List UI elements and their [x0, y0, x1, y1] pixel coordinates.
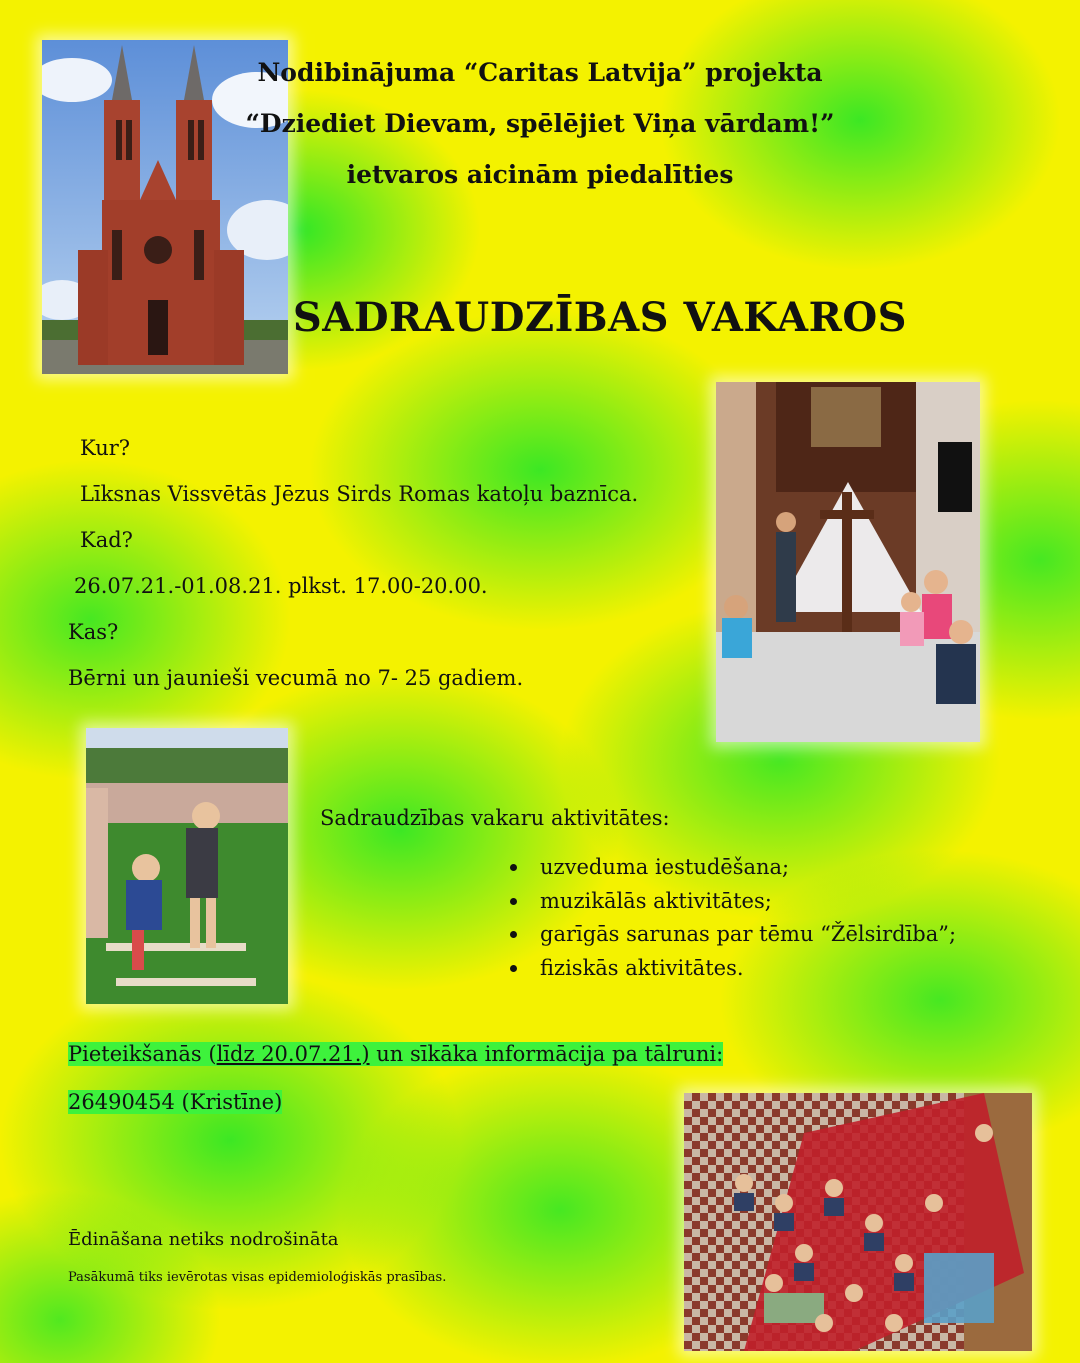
registration-prefix: Pieteikšanās (	[68, 1042, 217, 1066]
who-value: Bērni un jaunieši vecumā no 7- 25 gadiem.	[68, 666, 524, 690]
safety-note: Pasākumā tiks ievērotas visas epidemioloģiskās prasības.	[68, 1270, 447, 1285]
activity-text: uzveduma iestudēšana;	[540, 855, 790, 879]
registration-deadline: līdz 20.07.21.)	[216, 1042, 370, 1066]
church-interior-photo	[716, 382, 980, 742]
church-photo	[42, 40, 288, 374]
activity-text: muzikālās aktivitātes;	[540, 888, 772, 913]
where-value: Līksnas Vissvētās Jēzus Sirds Romas katoļu baznīca.	[80, 482, 639, 506]
registration-suffix: un sīkāka informācija pa tālruni:	[369, 1042, 724, 1066]
contact-phone	[68, 1090, 282, 1114]
kids-game-photo	[86, 728, 288, 1004]
bullet-icon	[510, 864, 517, 871]
activity-text: fiziskās aktivitātes.	[540, 955, 744, 980]
bullet-icon	[510, 965, 517, 972]
when-label: Kad?	[80, 528, 133, 552]
when-value: 26.07.21.-01.08.21. plkst. 17.00-20.00.	[74, 574, 488, 598]
group-photo	[684, 1093, 1032, 1351]
list-item	[510, 886, 956, 920]
where-label: Kur?	[80, 436, 131, 460]
list-item	[510, 919, 956, 953]
phone-text: 26490454 (Kristīne)	[68, 1090, 283, 1114]
activities-title: Sadraudzības vakaru aktivitātes:	[320, 806, 670, 830]
header-line-3: ietvaros aicinām piedalīties	[346, 160, 734, 189]
registration-line	[68, 1042, 723, 1066]
activity-text: garīgās sarunas par tēmu “Žēlsirdība”;	[540, 922, 957, 946]
list-item	[510, 852, 956, 886]
bullet-icon	[510, 898, 517, 905]
page-title: SADRAUDZĪBAS VAKAROS	[292, 294, 908, 341]
list-item	[510, 953, 956, 987]
activities-list	[510, 852, 956, 986]
catering-note: Ēdināšana netiks nodrošināta	[68, 1229, 339, 1250]
header-line-2: “Dziediet Dievam, spēlējiet Viņa vārdam!”	[245, 109, 835, 138]
header-line-1: Nodibinājuma “Caritas Latvija” projekta	[257, 58, 823, 87]
bullet-icon	[510, 931, 517, 938]
who-label: Kas?	[68, 620, 119, 644]
